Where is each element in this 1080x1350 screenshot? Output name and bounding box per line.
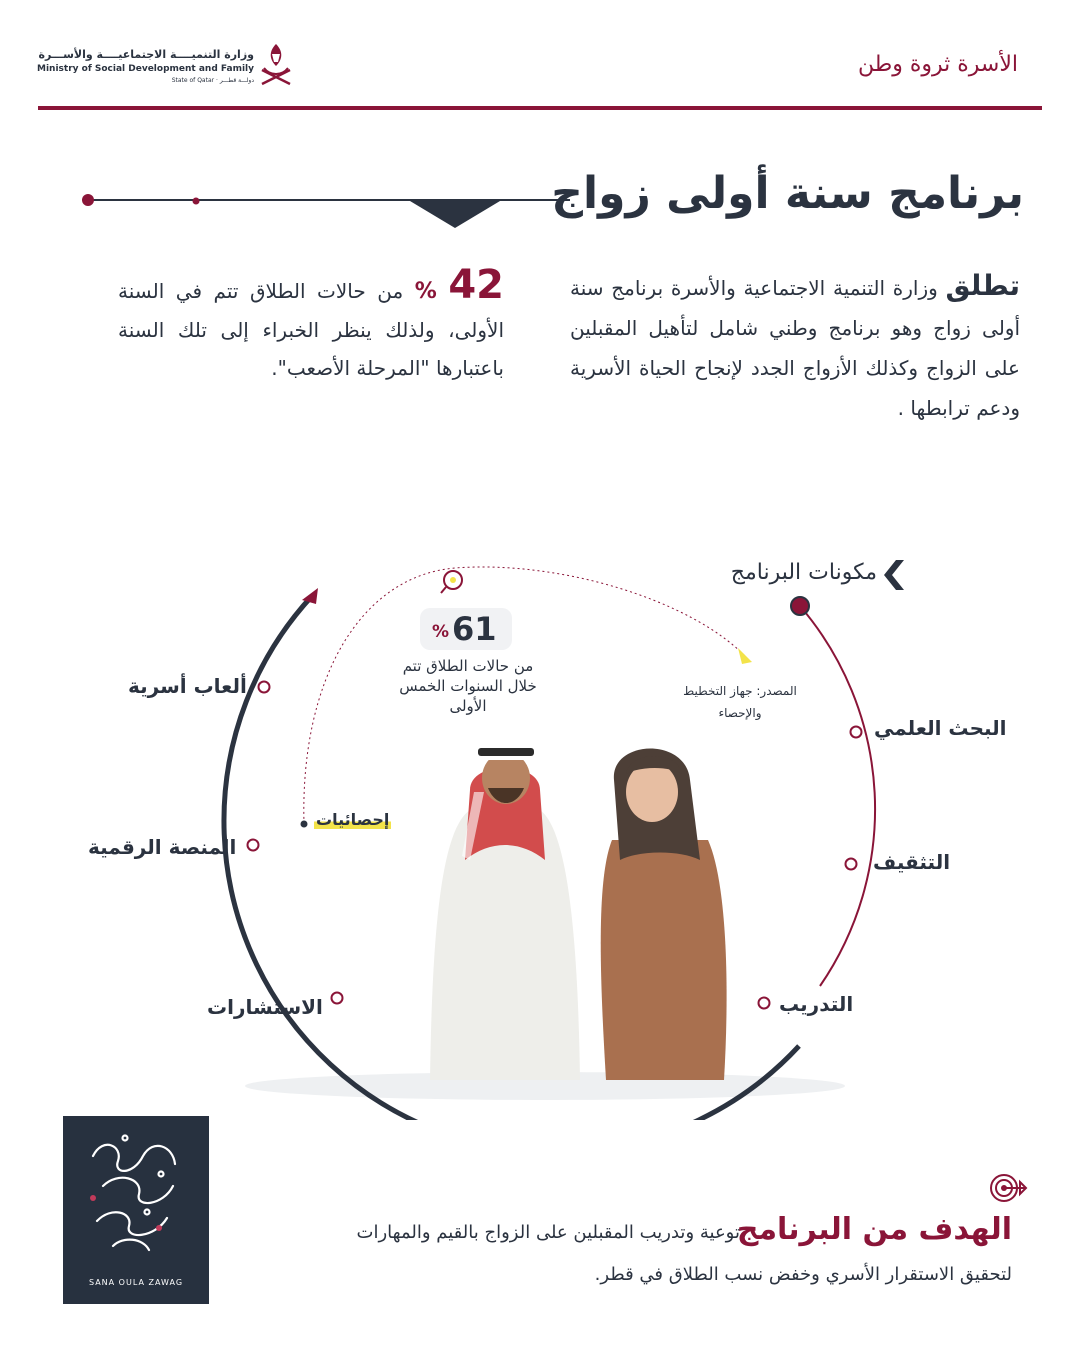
calligraphy-logo-icon (63, 1116, 209, 1276)
stat-61-number: 61 (452, 610, 497, 648)
component-education: التثقيف (873, 850, 951, 874)
intro-body: وزارة التنمية الاجتماعية والأسرة برنامج سنة أولى زواج وهو برنامج وطني شامل لتأهيل المقبلين على الزواج وكذلك الأزواج الجدد لإنجاح الحياة الأسرية ودعم ترابطها . (570, 276, 1020, 420)
qatar-emblem-icon (258, 40, 294, 88)
arc-start-dot (791, 597, 809, 615)
component-research: البحث العلمي (874, 716, 1007, 740)
stats-dot (301, 821, 308, 828)
intro-paragraph (570, 266, 1020, 428)
right-arc (800, 606, 875, 986)
header-divider (38, 106, 1042, 110)
statistics-label: إحصائيات (316, 810, 390, 829)
state-line: State of Qatar · دولـــة قطـــر (171, 77, 254, 84)
source-note: المصدر: جهاز التخطيط والإحصاء (683, 684, 797, 720)
node-consult (332, 993, 343, 1004)
components-title: مكونات البرنامج (730, 560, 877, 585)
inner-arrow-icon (738, 648, 752, 664)
slogan: الأسرة ثروة وطن (857, 52, 1018, 77)
woman-figure (601, 748, 727, 1080)
ministry-logo (37, 40, 294, 90)
component-digital-platform: المنصة الرقمية (88, 835, 237, 859)
node-training (759, 998, 770, 1009)
node-digital (248, 840, 259, 851)
program-logo (63, 1116, 209, 1304)
stat-61-percent: % (432, 622, 450, 642)
title-decoration (80, 190, 580, 230)
goal-title: الهدف من البرنامج (736, 1212, 1012, 1247)
magnifier-icon (441, 571, 462, 593)
node-research (851, 727, 862, 738)
page-title: برنامج سنة أولى زواج (551, 168, 1024, 219)
logo-caption: SANA OULA ZAWAG (88, 1278, 184, 1287)
man-figure (430, 744, 580, 1081)
goal-text-line-2: لتحقيق الاستقرار الأسري وخفض نسب الطلاق في قطر. (594, 1264, 1012, 1285)
node-games (259, 682, 270, 693)
stat-61-text: من حالات الطلاق تتم خلال السنوات الخمس الأولى (399, 657, 537, 715)
stat-42-text: من حالات الطلاق تتم في السنة الأولى، ولذلك ينظر الخبراء إلى تلك السنة باعتبارها "المرحلة الأصعب". (118, 279, 504, 380)
ministry-name-en: Ministry of Social Development and Family (37, 64, 254, 74)
node-education (846, 859, 857, 870)
intro-lead: تطلق (945, 269, 1020, 302)
component-consultations: الاستشارات (207, 995, 323, 1019)
component-family-games: ألعاب أسرية (128, 674, 247, 698)
goal-text-line-1: توعية وتدريب المقبلين على الزواج بالقيم والمهارات (356, 1222, 740, 1243)
component-training: التدريب (779, 992, 854, 1016)
stat-61-badge (420, 608, 512, 650)
stat-42-number: 42 (448, 262, 504, 308)
chevron-left-icon (882, 558, 904, 592)
target-icon (988, 1172, 1028, 1204)
ministry-name-ar: وزارة التنميــــة الاجتماعيــــة والأســـرة (38, 48, 254, 61)
stat-42-block (118, 262, 504, 387)
stat-42-percent: % (414, 279, 437, 304)
